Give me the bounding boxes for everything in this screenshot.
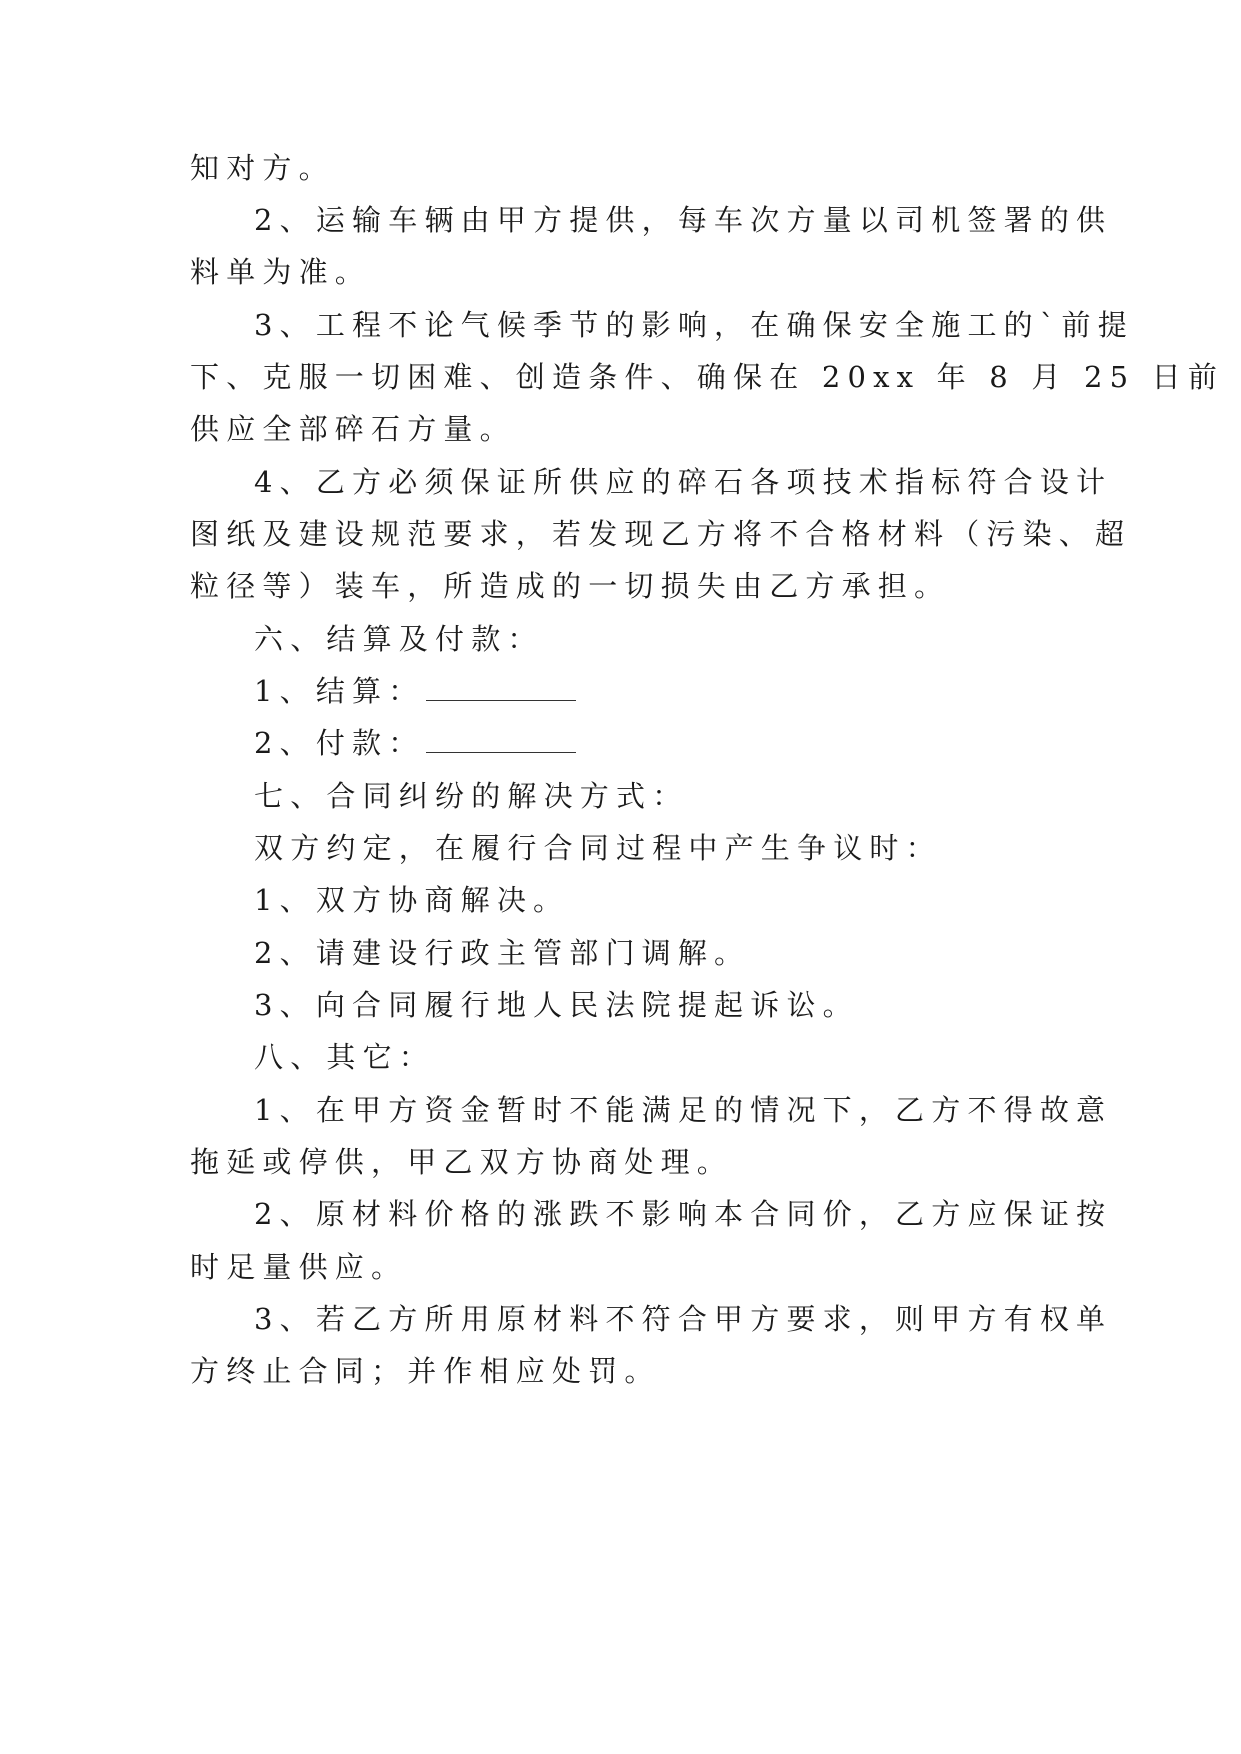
paragraph-line: 供应全部碎石方量。 bbox=[190, 412, 516, 446]
paragraph-line: 3、若乙方所用原材料不符合甲方要求，则甲方有权单 bbox=[254, 1302, 1113, 1336]
paragraph-line: 1、在甲方资金暂时不能满足的情况下，乙方不得故意 bbox=[254, 1093, 1113, 1127]
section-heading: 七、合同纠纷的解决方式： bbox=[254, 779, 689, 813]
paragraph-line: 图纸及建设规范要求，若发现乙方将不合格材料（污染、超 bbox=[190, 517, 1132, 551]
paragraph-line: 下、克服一切困难、创造条件、确保在 20xx 年 8 月 25 日前 bbox=[190, 360, 1225, 394]
paragraph-line: 2、运输车辆由甲方提供，每车次方量以司机签署的供 bbox=[254, 203, 1113, 237]
paragraph-line: 方终止合同；并作相应处罚。 bbox=[190, 1354, 661, 1388]
payment-label: 2、付款： bbox=[254, 726, 425, 760]
paragraph-line: 拖延或停供，甲乙双方协商处理。 bbox=[190, 1145, 734, 1179]
list-item: 2、请建设行政主管部门调解。 bbox=[254, 936, 751, 970]
payment-blank bbox=[426, 728, 576, 753]
paragraph-line: 时足量供应。 bbox=[190, 1250, 408, 1284]
settlement-blank bbox=[426, 676, 576, 701]
paragraph-line: 4、乙方必须保证所供应的碎石各项技术指标符合设计 bbox=[254, 465, 1113, 499]
paragraph-line: 料单为准。 bbox=[190, 255, 372, 289]
paragraph-line: 双方约定，在履行合同过程中产生争议时： bbox=[254, 831, 942, 865]
section-heading: 八、其它： bbox=[254, 1040, 436, 1074]
settlement-label: 1、结算： bbox=[254, 674, 425, 708]
settlement-line bbox=[254, 671, 1114, 711]
paragraph-line: 粒径等）装车，所造成的一切损失由乙方承担。 bbox=[190, 569, 951, 603]
list-item: 3、向合同履行地人民法院提起诉讼。 bbox=[254, 988, 859, 1022]
paragraph-line: 知对方。 bbox=[190, 151, 335, 185]
section-heading: 六、结算及付款： bbox=[254, 622, 544, 656]
list-item: 1、双方协商解决。 bbox=[254, 883, 570, 917]
payment-line bbox=[254, 723, 1114, 763]
paragraph-line: 2、原材料价格的涨跌不影响本合同价，乙方应保证按 bbox=[254, 1197, 1113, 1231]
paragraph-line: 3、工程不论气候季节的影响，在确保安全施工的`前提 bbox=[254, 308, 1134, 342]
